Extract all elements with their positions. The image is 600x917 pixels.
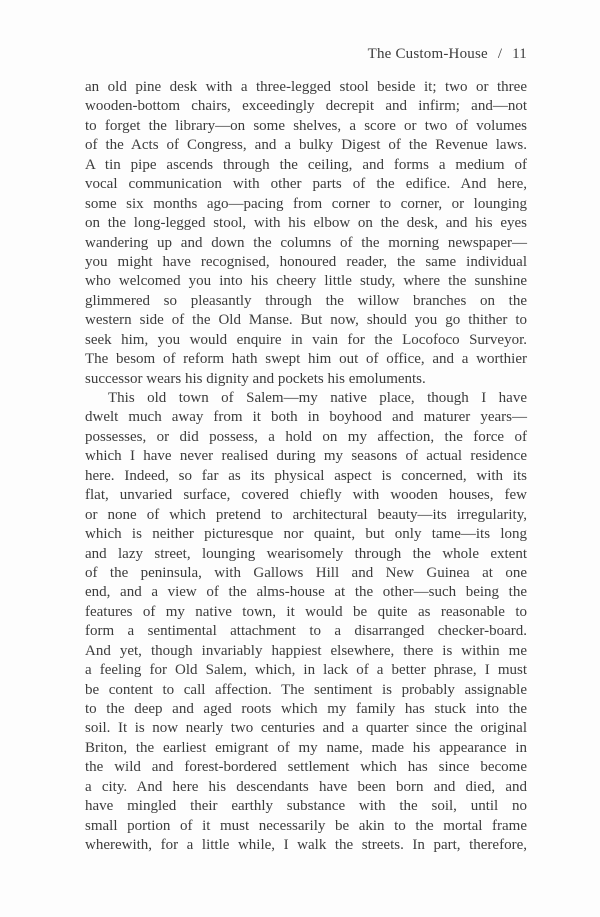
running-header (85, 44, 527, 64)
text-line: of the Acts of Congress, and a bulky Digest of the Revenue laws. (85, 137, 527, 154)
text-line: who welcomed you into his cheery little study, where the sunshine (85, 273, 527, 290)
text-line: which is neither picturesque nor quaint, but only tame—its long (85, 526, 527, 543)
text-line: which I have never realised during my seasons of actual residence (85, 448, 527, 465)
text-line: to forget the library—on some shelves, a score or two of volumes (85, 117, 527, 134)
page-content (85, 0, 527, 856)
text-line: to the deep and aged roots which my family has stuck into the (85, 701, 527, 717)
text-line: vocal communication with other parts of the edifice. And here, (85, 176, 527, 193)
paragraph-2 (85, 389, 527, 856)
text-line: possesses, or did possess, a hold on my affection, the force of (85, 428, 527, 445)
text-line: form a sentimental attachment to a disarranged checker-board. (85, 623, 527, 640)
paragraph-1 (85, 78, 527, 389)
text-line: some six months ago—pacing from corner to corner, or lounging (85, 195, 527, 212)
text-line: And yet, though invariably happiest elsewhere, there is within me (85, 642, 527, 659)
text-line: the wild and forest-bordered settlement which has since become (85, 759, 527, 776)
text-line: here. Indeed, so far as its physical aspect is concerned, with its (85, 467, 527, 484)
text-line: Briton, the earliest emigrant of my name, made his appearance in (85, 739, 527, 756)
text-line: This old town of Salem—my native place, though I have (108, 390, 527, 406)
chapter-title: The Custom-House (367, 46, 488, 62)
body-text (85, 78, 527, 856)
text-line: The besom of reform hath swept him out of office, and a worthier (85, 351, 527, 368)
text-line: glimmered so pleasantly through the willow branches on the (85, 292, 527, 309)
text-line: or none of which pretend to architectural beauty—its irregularity, (85, 506, 527, 523)
text-line: western side of the Old Manse. But now, should you go thither to (85, 312, 527, 329)
text-line: successor wears his dignity and pockets his emoluments. (85, 370, 426, 387)
text-line: small portion of it must necessarily be akin to the mortal frame (85, 817, 527, 834)
text-line: be content to call affection. The sentiment is probably assignable (85, 681, 527, 698)
text-line: flat, unvaried surface, covered chiefly with wooden houses, few (85, 487, 527, 504)
text-line: and lazy street, lounging wearisomely through the whole extent (85, 545, 527, 562)
text-line: wooden-bottom chairs, exceedingly decrepit and infirm; and—not (85, 98, 527, 115)
text-line: have mingled their earthly substance with the soil, until no (85, 798, 527, 815)
page-number: 11 (512, 46, 527, 62)
text-line: a city. And here his descendants have been born and died, and (85, 778, 527, 795)
text-line: seek him, you would enquire in vain for the Locofoco Surveyor. (85, 331, 527, 348)
text-line: soil. It is now nearly two centuries and a quarter since the original (85, 720, 527, 737)
text-line: an old pine desk with a three-legged stool beside it; two or three (85, 79, 527, 95)
text-line: wherewith, for a little while, I walk the streets. In part, therefore, (85, 837, 527, 854)
text-line: A tin pipe ascends through the ceiling, and forms a medium of (85, 156, 527, 173)
text-line: wandering up and down the columns of the morning newspaper— (85, 234, 527, 251)
text-line: of the peninsula, with Gallows Hill and New Guinea at one (85, 564, 527, 581)
text-line: you might have recognised, honoured reader, the same individual (85, 253, 527, 270)
text-line: end, and a view of the alms-house at the other—such being the (85, 584, 527, 601)
text-line: dwelt much away from it both in boyhood and maturer years— (85, 409, 527, 426)
text-line: features of my native town, it would be quite as reasonable to (85, 603, 527, 620)
text-line: on the long-legged stool, with his elbow on the desk, and his eyes (85, 215, 527, 232)
header-separator: / (497, 46, 503, 62)
text-line: a feeling for Old Salem, which, in lack of a better phrase, I must (85, 662, 527, 679)
